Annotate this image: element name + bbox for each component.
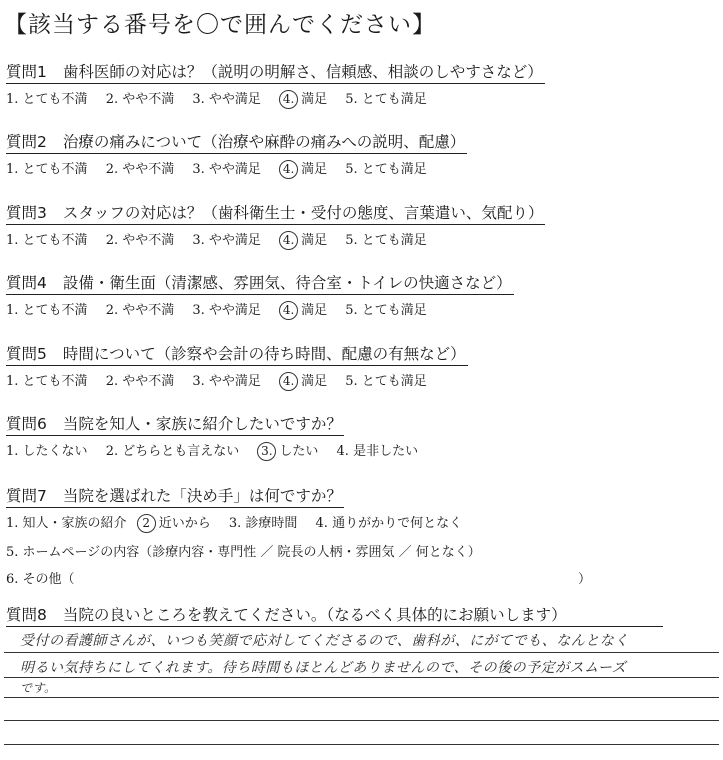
option-2[interactable]: 2. やや不満: [105, 233, 175, 248]
question-4: [6, 271, 514, 320]
question-number: 質問3: [6, 204, 47, 222]
answer-rule-line: [4, 720, 719, 721]
question-text: 時間について（診察や会計の待ち時間、配慮の有無など）: [62, 345, 466, 363]
answer-options: [6, 158, 467, 179]
option-2-label: 近いから: [158, 516, 211, 531]
answer-options: [6, 299, 514, 320]
question-number: 質問6: [6, 415, 47, 433]
option-3-selected[interactable]: [257, 440, 318, 461]
question-text: 歯科医師の対応は？（説明の明解さ、信頼感、相談のしやすさなど）: [62, 63, 543, 81]
option-4[interactable]: 4. 通りがかりで何となく: [315, 516, 463, 531]
option-4-selected[interactable]: [279, 88, 327, 109]
answer-rule-line: [4, 744, 719, 745]
option-2[interactable]: 2. やや不満: [105, 162, 175, 177]
option-4-label: 満足: [301, 92, 328, 107]
question-number: 質問8: [6, 606, 47, 624]
answer-rule-line: [4, 697, 719, 698]
option-2[interactable]: 2. どちらとも言えない: [105, 444, 240, 459]
handwritten-answer-line-3: です。: [20, 681, 57, 695]
option-4-label: 満足: [301, 374, 328, 389]
question-5: [6, 342, 468, 391]
option-1[interactable]: 1. したくない: [6, 444, 88, 459]
answer-options-row-2: [6, 541, 606, 560]
option-2[interactable]: 2. やや不満: [105, 92, 175, 107]
question-1-title: [6, 60, 545, 84]
circled-number: 4.: [279, 372, 298, 391]
handwritten-answer-line-2: 明るい気持ちにしてくれます。待ち時間もほとんどありませんので、その後の予定がスムーズ: [20, 660, 627, 676]
question-number: 質問7: [6, 487, 47, 505]
option-6[interactable]: 6. その他（: [6, 572, 75, 587]
answer-options-row-1: [6, 512, 606, 533]
circled-number: 4.: [279, 231, 298, 250]
option-5[interactable]: 5. とても満足: [345, 233, 427, 248]
question-number: 質問1: [6, 63, 47, 81]
question-text: スタッフの対応は？（歯科衛生士・受付の態度、言葉遣い、気配り）: [62, 204, 544, 222]
option-5[interactable]: 5. とても満足: [345, 374, 427, 389]
answer-options: [6, 229, 545, 250]
answer-options: [6, 370, 468, 391]
question-3: [6, 201, 545, 250]
handwritten-answer-line-1: 受付の看護師さんが、いつも笑顔で応対してくださるので、歯科が、にがてでも、なんとなく: [20, 633, 629, 649]
question-3-title: [6, 201, 545, 225]
close-paren: ）: [578, 572, 592, 587]
option-3[interactable]: 3. 診療時間: [228, 516, 298, 531]
question-number: 質問2: [6, 133, 47, 151]
circled-number: 3.: [257, 442, 276, 461]
answer-options-row-3: [6, 568, 606, 587]
question-6-title: [6, 412, 344, 436]
option-3[interactable]: 3. やや満足: [192, 92, 261, 107]
page-header: 【該当する番号を〇で囲んでください】: [4, 12, 436, 38]
answer-options: [6, 440, 432, 461]
option-5[interactable]: 5. とても満足: [345, 162, 427, 177]
option-4-label: 満足: [301, 162, 328, 177]
answer-options: [6, 88, 545, 109]
answer-rule-line: [4, 677, 719, 678]
question-text: 当院の良いところを教えてください。（なるべく具体的にお願いします）: [62, 606, 567, 624]
option-1[interactable]: 1. とても不満: [6, 233, 88, 248]
option-4[interactable]: 4. 是非したい: [336, 444, 419, 459]
option-3[interactable]: 3. やや満足: [192, 374, 261, 389]
option-4-selected[interactable]: [279, 370, 327, 391]
question-text: 設備・衛生面（清潔感、雰囲気、待合室・トイレの快適さなど）: [62, 274, 512, 292]
option-4-label: 満足: [301, 303, 328, 318]
answer-rule-line: [4, 652, 719, 653]
question-4-title: [6, 271, 514, 295]
question-number: 質問5: [6, 345, 47, 363]
option-4-selected[interactable]: [279, 229, 327, 250]
question-8-title: [6, 603, 663, 627]
question-5-title: [6, 342, 468, 366]
question-8: [6, 603, 663, 627]
option-3[interactable]: 3. やや満足: [192, 233, 261, 248]
question-7-title: [6, 484, 344, 508]
question-2-title: [6, 130, 467, 154]
circled-number: 4.: [279, 90, 298, 109]
option-1[interactable]: 1. とても不満: [6, 374, 88, 389]
question-7: [6, 484, 606, 587]
option-5[interactable]: 5. とても満足: [345, 303, 427, 318]
option-2-selected[interactable]: [137, 512, 211, 533]
option-4-selected[interactable]: [279, 299, 327, 320]
option-2[interactable]: 2. やや不満: [105, 303, 175, 318]
option-4-label: 満足: [301, 233, 328, 248]
option-1[interactable]: 1. とても不満: [6, 92, 88, 107]
circled-number: 4.: [279, 160, 298, 179]
option-1[interactable]: 1. とても不満: [6, 162, 88, 177]
option-3-label: したい: [279, 444, 319, 459]
option-1[interactable]: 1. とても不満: [6, 303, 88, 318]
question-text: 当院を選ばれた「決め手」は何ですか？: [62, 487, 342, 505]
option-1[interactable]: 1. 知人・家族の紹介: [6, 516, 127, 531]
option-4-selected[interactable]: [279, 158, 327, 179]
circled-number: 4.: [279, 301, 298, 320]
question-text: 当院を知人・家族に紹介したいですか？: [62, 415, 342, 433]
option-3[interactable]: 3. やや満足: [192, 303, 261, 318]
question-2: [6, 130, 467, 179]
question-6: [6, 412, 432, 461]
option-5[interactable]: 5. ホームページの内容（診療内容・専門性 ／ 院長の人柄・雰囲気 ／ 何となく）: [6, 545, 481, 560]
option-2[interactable]: 2. やや不満: [105, 374, 175, 389]
question-1: [6, 60, 545, 109]
question-text: 治療の痛みについて（治療や麻酔の痛みへの説明、配慮）: [62, 133, 466, 151]
option-5[interactable]: 5. とても満足: [345, 92, 427, 107]
circled-number: 2: [137, 514, 156, 533]
option-3[interactable]: 3. やや満足: [192, 162, 261, 177]
question-number: 質問4: [6, 274, 47, 292]
